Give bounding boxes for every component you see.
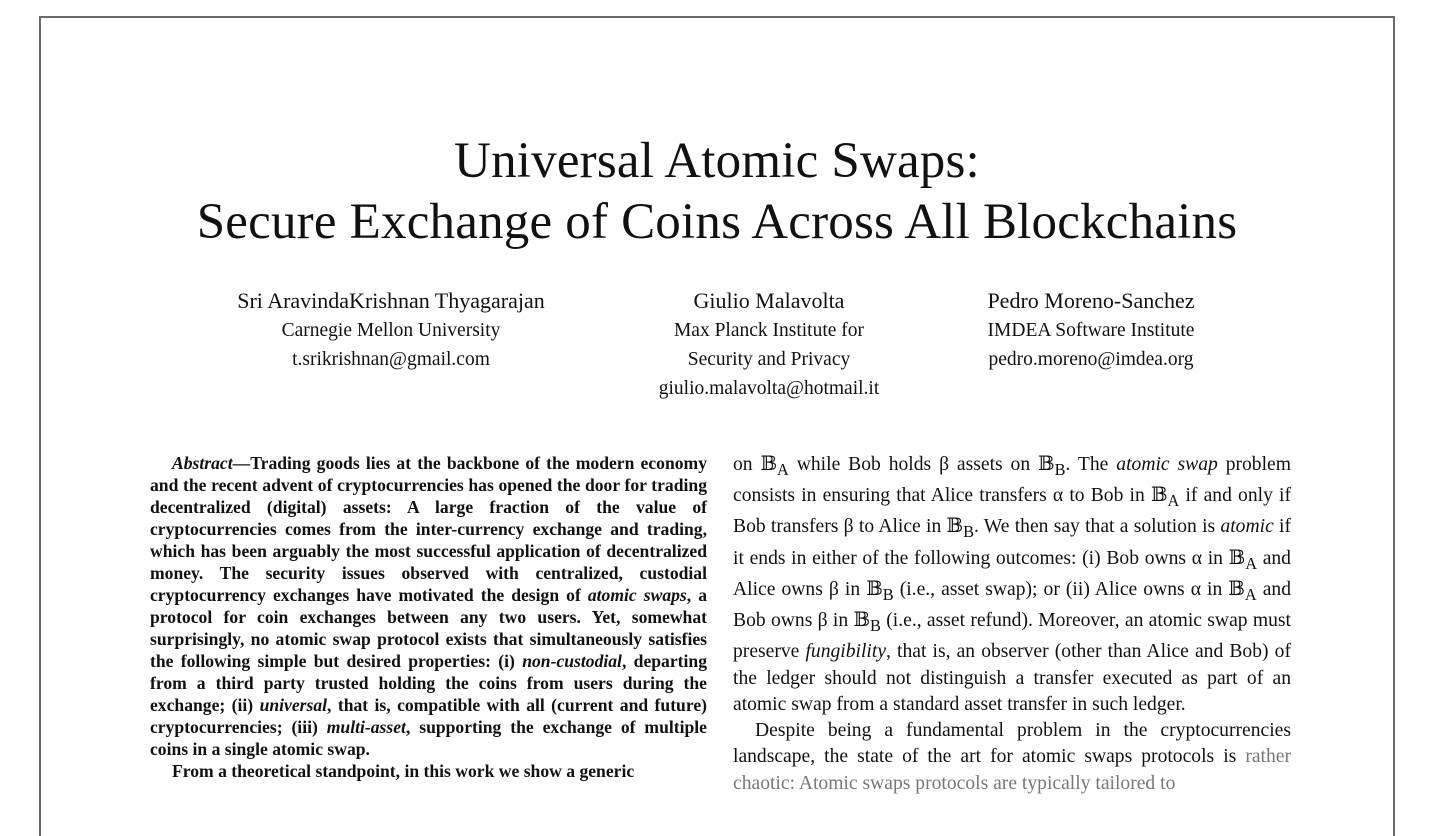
paper-title-line-2: Secure Exchange of Coins Across All Blockchains xyxy=(196,194,1238,250)
author-block-3 xyxy=(941,286,1241,374)
abstract-column xyxy=(150,452,707,782)
author-affiliation: Security and Privacy xyxy=(687,349,851,370)
author-name: Pedro Moreno-Sanchez xyxy=(987,288,1195,313)
author-affiliation: IMDEA Software Institute xyxy=(987,320,1195,341)
author-block-1 xyxy=(201,286,581,374)
body-paragraph-1: on 𝔹$_A$ while Bob holds β assets on 𝔹$_B$. The atomic swap problem consists in ensuring that Alice transfers α to Bob in 𝔹$_A$ if and only if Bob transfers β to Alice in 𝔹$_B$. We then say that a solution is atomic if it ends in either of the following outcomes: (i) Bob owns α in 𝔹$_A$ and Alice owns β in 𝔹$_B$ (i.e., asset swap); or (ii) Alice owns α in 𝔹$_A$ and Bob owns β in 𝔹$_B$ (i.e., asset refund). Moreover, an atomic swap must preserve fungibility, that is, an observer (other than Alice and Bob) of the ledger should not distinguish a transfer executed as part of an atomic swap from a standard asset transfer in such ledger. xyxy=(733,454,1292,715)
author-email: t.srikrishnan@gmail.com xyxy=(292,349,490,370)
author-block-2 xyxy=(619,286,919,403)
author-affiliation: Max Planck Institute for xyxy=(673,320,865,341)
abstract-label: Abstract xyxy=(172,453,233,473)
author-affiliation: Carnegie Mellon University xyxy=(281,320,501,341)
body-paragraph-2: Despite being a fundamental problem in the cryptocurrencies landscape, the state of the art for atomic swaps protocols is rather chaotic: Atomic swaps protocols are typically tailored to xyxy=(733,720,1291,794)
body-column-right xyxy=(733,452,1291,797)
author-name: Sri AravindaKrishnan Thyagarajan xyxy=(237,288,545,313)
pdf-page xyxy=(39,16,1395,836)
cut-off-line: rather chaotic: Atomic swaps protocols are typically tailored to xyxy=(733,746,1291,794)
abstract-paragraph: Abstract—Trading goods lies at the backbone of the modern economy and the recent advent of cryptocurrencies has opened the door for trading decentralized (digital) assets: A large fraction of the value of cryptocurrencies comes from the inter-currency exchange and trading, which has been arguably the most successful application of decentralized money. The security issues observed with centralized, custodial cryptocurrency exchanges have motivated the design of atomic swaps, a protocol for coin exchanges between any two users. Yet, somewhat surprisingly, no atomic swap protocol exists that simultaneously satisfies the following simple but desired properties: (i) non-custodial, departing from a third party trusted holding the coins from users during the exchange; (ii) universal, that is, compatible with all (current and future) cryptocurrencies; (iii) multi-asset, supporting the exchange of multiple coins in a single atomic swap. xyxy=(150,453,708,759)
abstract-paragraph-2: From a theoretical standpoint, in this work we show a generic xyxy=(172,761,635,781)
author-email: giulio.malavolta@hotmail.it xyxy=(658,378,880,399)
author-name: Giulio Malavolta xyxy=(693,288,845,313)
paper-title-line-1: Universal Atomic Swaps: xyxy=(454,133,980,189)
author-email: pedro.moreno@imdea.org xyxy=(988,349,1194,370)
